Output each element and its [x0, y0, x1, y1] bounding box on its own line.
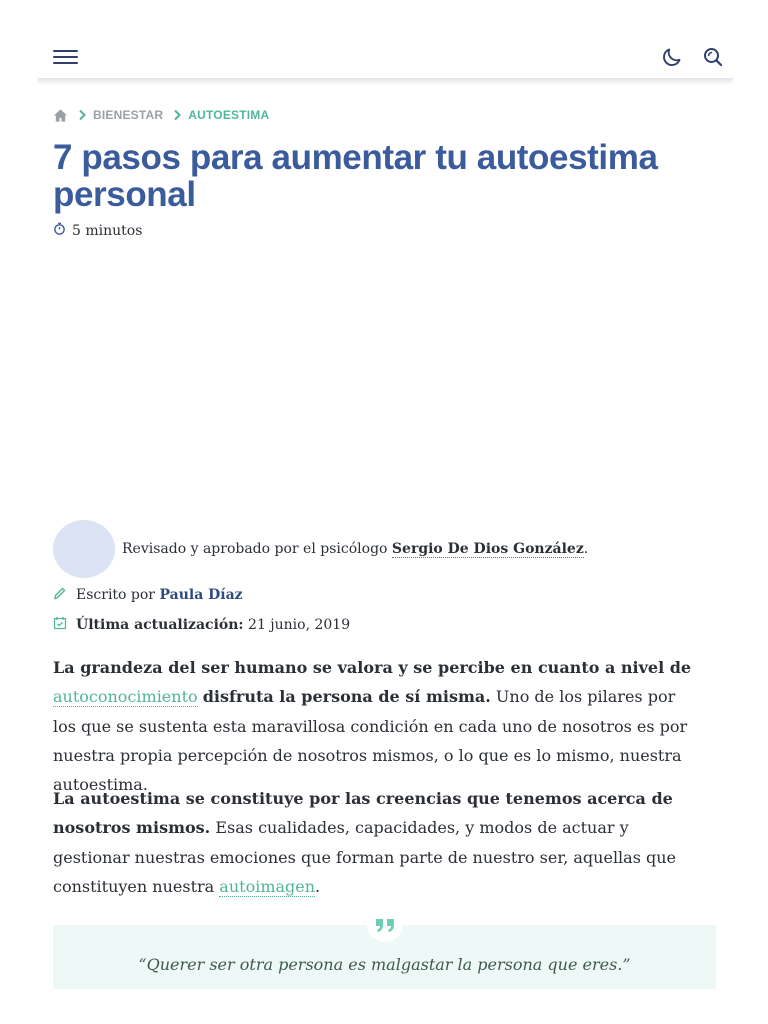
reviewer-link[interactable]: Sergio De Dios González [391, 541, 584, 557]
p1-bold-a: La grandeza del ser humano se valora y se percibe en cuanto a nivel de [53, 658, 692, 677]
paragraph-1 [53, 653, 703, 799]
quote-text: “Querer ser otra persona es malgastar la persona que eres.” [138, 955, 631, 974]
reviewer-block [53, 520, 588, 578]
quote-icon [367, 908, 403, 942]
p2-rest: Esas cualidades, capacidades, y modos de actuar y gestionar nuestras emociones que forman parte de nuestro ser, aquellas que constituyen nuestra [53, 818, 677, 896]
author-link[interactable]: Paula Díaz [159, 587, 243, 603]
reviewer-prefix: Revisado y aprobado por el psicólogo [122, 541, 388, 557]
p2-bold: La autoestima se constituye por las creencias que tenemos acerca de nosotros mismos. [53, 789, 673, 838]
p1-bold-b: disfruta la persona de sí misma. [202, 687, 491, 707]
paragraph-2 [53, 784, 703, 901]
autoconocimiento-link[interactable]: autoconocimiento [53, 687, 198, 707]
pencil-icon [53, 586, 76, 604]
updated-label: Última actualización: [76, 617, 244, 633]
read-time-label: 5 minutos [72, 222, 143, 239]
p2-end: . [315, 876, 321, 896]
updated-date: 21 junio, 2019 [248, 617, 351, 633]
page-title: 7 pasos para aumentar tu autoestima personal [53, 138, 658, 214]
read-time [53, 222, 142, 239]
home-icon[interactable] [53, 108, 68, 123]
top-bar [37, 0, 733, 79]
updated-row [53, 616, 350, 634]
calendar-check-icon [53, 616, 76, 634]
moon-icon[interactable] [660, 45, 684, 69]
reviewer-suffix: . [583, 541, 589, 557]
search-icon[interactable] [701, 45, 725, 69]
stopwatch-icon [53, 222, 72, 239]
autoimagen-link[interactable]: autoimagen [219, 876, 316, 896]
avatar[interactable] [53, 520, 115, 578]
written-by-label: Escrito por [76, 587, 156, 603]
breadcrumb-autoestima[interactable]: AUTOESTIMA [188, 108, 270, 122]
breadcrumb-bienestar[interactable]: BIENESTAR [93, 108, 164, 122]
breadcrumb [53, 106, 269, 124]
chevron-right-icon [171, 109, 183, 121]
reviewer-text [122, 541, 588, 557]
hamburger-menu-icon[interactable] [53, 46, 79, 66]
chevron-right-icon [76, 109, 88, 121]
p1-rest: Uno de los pilares por los que se sustenta esta maravillosa condición en cada uno de nosotros es por nuestra propia percepción de nosotros mismos, o lo que es lo mismo, nuestra autoestima. [53, 687, 688, 795]
author-row [53, 586, 243, 604]
page [37, 0, 733, 989]
